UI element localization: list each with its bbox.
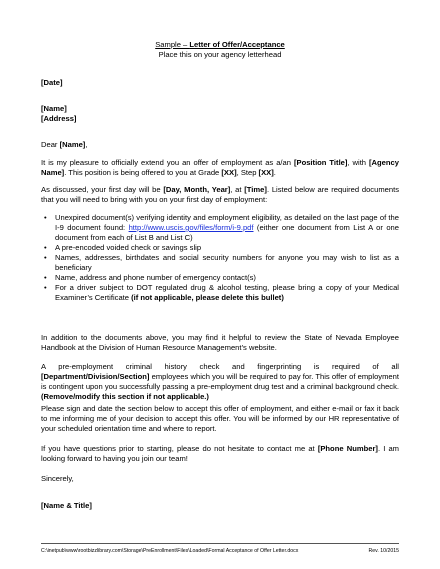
list-item: • A pre-encoded voided check or savings slip <box>41 243 399 253</box>
first-day-text-2: , at <box>230 185 245 194</box>
bullet-1-text-1: Unexpired document(s) verifying identity and employment eligibility, as detailed on the last page of the I-9 document found: <box>55 213 399 232</box>
sample-prefix: Sample – <box>155 40 190 49</box>
bullet-1-text-2: (either one document from List A or one document from each of List B and List C) <box>55 223 400 242</box>
bullet-5-note: (if not applicable, please delete this bullet) <box>131 293 284 302</box>
header-title-line <box>0 40 440 50</box>
date-placeholder: [Date] <box>41 78 63 87</box>
salutation-suffix: , <box>85 140 88 149</box>
letter-header <box>0 40 440 60</box>
bullet-5-text: For a driver subject to DOT regulated drug & alcohol testing, please bring a copy of your Medical Examiner’s Certificate <box>55 283 399 302</box>
required-documents-list <box>41 213 399 303</box>
step: [XX] <box>258 168 274 177</box>
footer-file-path: C:\inetpub\www\rootbizzlibrary.com\Storage\PreEnrollment\Files\Loaded\Formal Acceptance of Offer Letter.docx <box>41 548 299 554</box>
paragraph-first-day <box>41 185 399 205</box>
letterhead-note: Place this on your agency letterhead <box>158 50 282 59</box>
background-text-2: employees which you will be required to pay for. This offer of employment is contingent upon you successfully passing a pre-employment drug test and a criminal background check. <box>41 372 399 391</box>
list-item <box>41 283 399 303</box>
position-title: [Position Title] <box>293 158 348 167</box>
department-placeholder: [Department/Division/Section] <box>41 372 150 381</box>
salutation-name: [Name] <box>59 140 86 149</box>
paragraph-sign-and-return: Please sign and date the section below to accept this offer of employment, and either e-mail or fax it back to me informing me of your decision to accept this offer. You will be informed by our HR representative of your scheduled orientation time and where to report. <box>41 404 399 433</box>
start-date: [Day, Month, Year] <box>163 185 231 194</box>
recipient-block <box>41 104 399 124</box>
first-day-text-3: . Listed below are required documents that you will need to bring with you on your first day of employment: <box>41 185 400 204</box>
contact-text-1: If you have questions prior to starting, please do not hesitate to contact me at <box>41 444 318 453</box>
agency-name: [Agency Name] <box>41 158 399 177</box>
background-note: (Remove/modify this section if not applicable.) <box>41 392 209 401</box>
contact-text-2: . I am looking forward to having you join our team! <box>41 444 399 463</box>
first-day-text-1: As discussed, your first day will be <box>41 185 164 194</box>
paragraph-handbook: In addition to the documents above, you may find it helpful to review the State of Nevada Employee Handbook at the Division of Human Resource Management’s website. <box>41 333 399 352</box>
signature-placeholder: [Name & Title] <box>41 501 92 510</box>
list-item <box>41 213 399 243</box>
offer-text-4: , Step <box>236 168 259 177</box>
grade: [XX] <box>221 168 237 177</box>
list-item: • Name, address and phone number of emergency contact(s) <box>41 273 399 283</box>
offer-text-5: . <box>273 168 276 177</box>
paragraph-contact <box>41 444 399 464</box>
background-text-1: A pre-employment criminal history check and fingerprinting is required of all <box>41 362 399 371</box>
list-item: • Names, addresses, birthdates and social security numbers for anyone you may wish to list as a beneficiary <box>41 253 399 273</box>
letter-title: Letter of Offer/Acceptance <box>189 40 285 49</box>
footer-revision: Rev. 10/2015 <box>368 548 399 554</box>
i9-form-link[interactable]: http://www.uscis.gov/files/form/i-9.pdf <box>128 223 254 232</box>
offer-text-3: . This position is being offered to you at Grade <box>64 168 222 177</box>
footer-divider <box>41 543 399 544</box>
recipient-name: [Name] <box>41 104 67 113</box>
salutation-prefix: Dear <box>41 140 60 149</box>
start-time: [Time] <box>244 185 267 194</box>
offer-text-2: , with <box>347 158 370 167</box>
phone-placeholder: [Phone Number] <box>317 444 378 453</box>
paragraph-background-check <box>41 362 399 402</box>
salutation <box>41 140 399 150</box>
offer-text-1: It is my pleasure to officially extend you an offer of employment as a/an <box>41 158 294 167</box>
recipient-address: [Address] <box>41 114 77 123</box>
closing: Sincerely, <box>41 474 74 483</box>
paragraph-offer <box>41 158 399 178</box>
